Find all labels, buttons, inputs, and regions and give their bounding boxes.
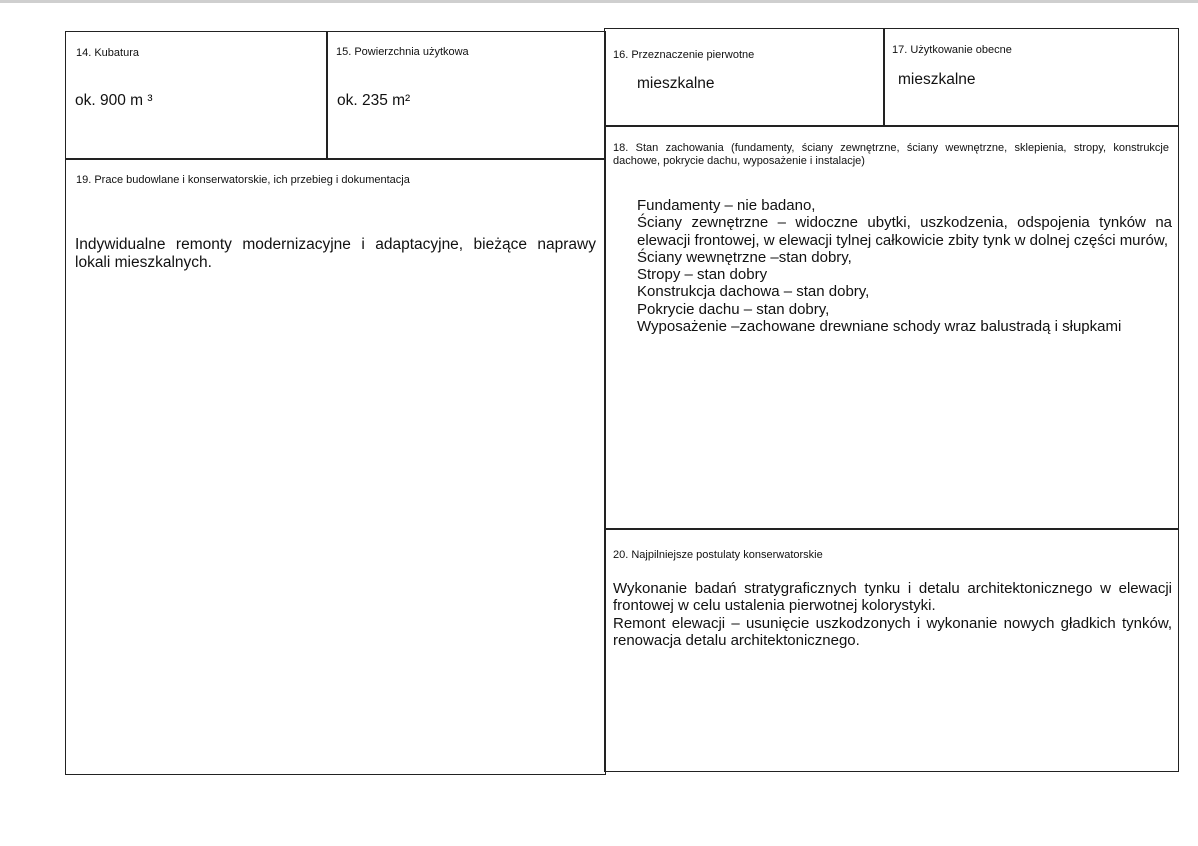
field-20-paragraph: Wykonanie badań stratygraficznych tynku i detalu architektonicznego w elewacji frontowej w celu ustalenia pierwotnej kolorystyki.	[613, 580, 1172, 615]
divider-row-top-right	[604, 125, 1179, 127]
form-frame-left	[65, 31, 606, 775]
field-15-label: 15. Powierzchnia użytkowa	[336, 46, 469, 58]
field-14-label: 14. Kubatura	[76, 47, 139, 59]
field-20-text	[613, 580, 1172, 649]
field-16-label: 16. Przeznaczenie pierwotne	[613, 49, 755, 61]
field-18-line: Ściany zewnętrzne – widoczne ubytki, uszkodzenia, odspojenia tynków na elewacji frontowej, w elewacji tylnej całkowicie zbity tynk w dolnej części murów,	[637, 214, 1172, 249]
divider-18-20	[604, 528, 1179, 530]
field-14-value: ok. 900 m ³	[75, 92, 153, 109]
field-17-value: mieszkalne	[898, 71, 976, 88]
field-18-label: 18. Stan zachowania (fundamenty, ściany zewnętrzne, ściany wewnętrzne, sklepienia, stropy, konstrukcje dachowe, pokrycie dachu, wyposażenie i instalacje)	[613, 142, 1169, 167]
form-frame-right	[604, 28, 1179, 772]
field-18-line: Konstrukcja dachowa – stan dobry,	[637, 283, 870, 301]
field-15-value: ok. 235 m²	[337, 92, 411, 109]
field-18-line: Pokrycie dachu – stan dobry,	[637, 300, 830, 318]
divider-16-17	[883, 28, 885, 126]
field-18-text	[637, 197, 1172, 335]
field-17-label: 17. Użytkowanie obecne	[892, 44, 1012, 56]
divider-row-top-left	[65, 158, 606, 160]
field-19-label: 19. Prace budowlane i konserwatorskie, ich przebieg i dokumentacja	[76, 174, 410, 186]
divider-14-15	[326, 31, 328, 159]
field-20-label: 20. Najpilniejsze postulaty konserwatorskie	[613, 549, 823, 561]
field-18-line: Stropy – stan dobry	[637, 266, 768, 284]
field-18-line: Wyposażenie –zachowane drewniane schody wraz balustradą i słupkami	[637, 318, 1122, 336]
field-18-line: Fundamenty – nie badano,	[637, 197, 816, 214]
field-20-paragraph: Remont elewacji – usunięcie uszkodzonych i wykonanie nowych gładkich tynków, renowacja detalu architektonicznego.	[613, 614, 1172, 649]
field-19-value: Indywidualne remonty modernizacyjne i adaptacyjne, bieżące naprawy lokali mieszkalnych.	[75, 236, 596, 271]
field-18-line: Ściany wewnętrzne –stan dobry,	[637, 248, 852, 266]
scan-top-edge	[0, 0, 1198, 3]
field-16-value: mieszkalne	[637, 75, 715, 92]
